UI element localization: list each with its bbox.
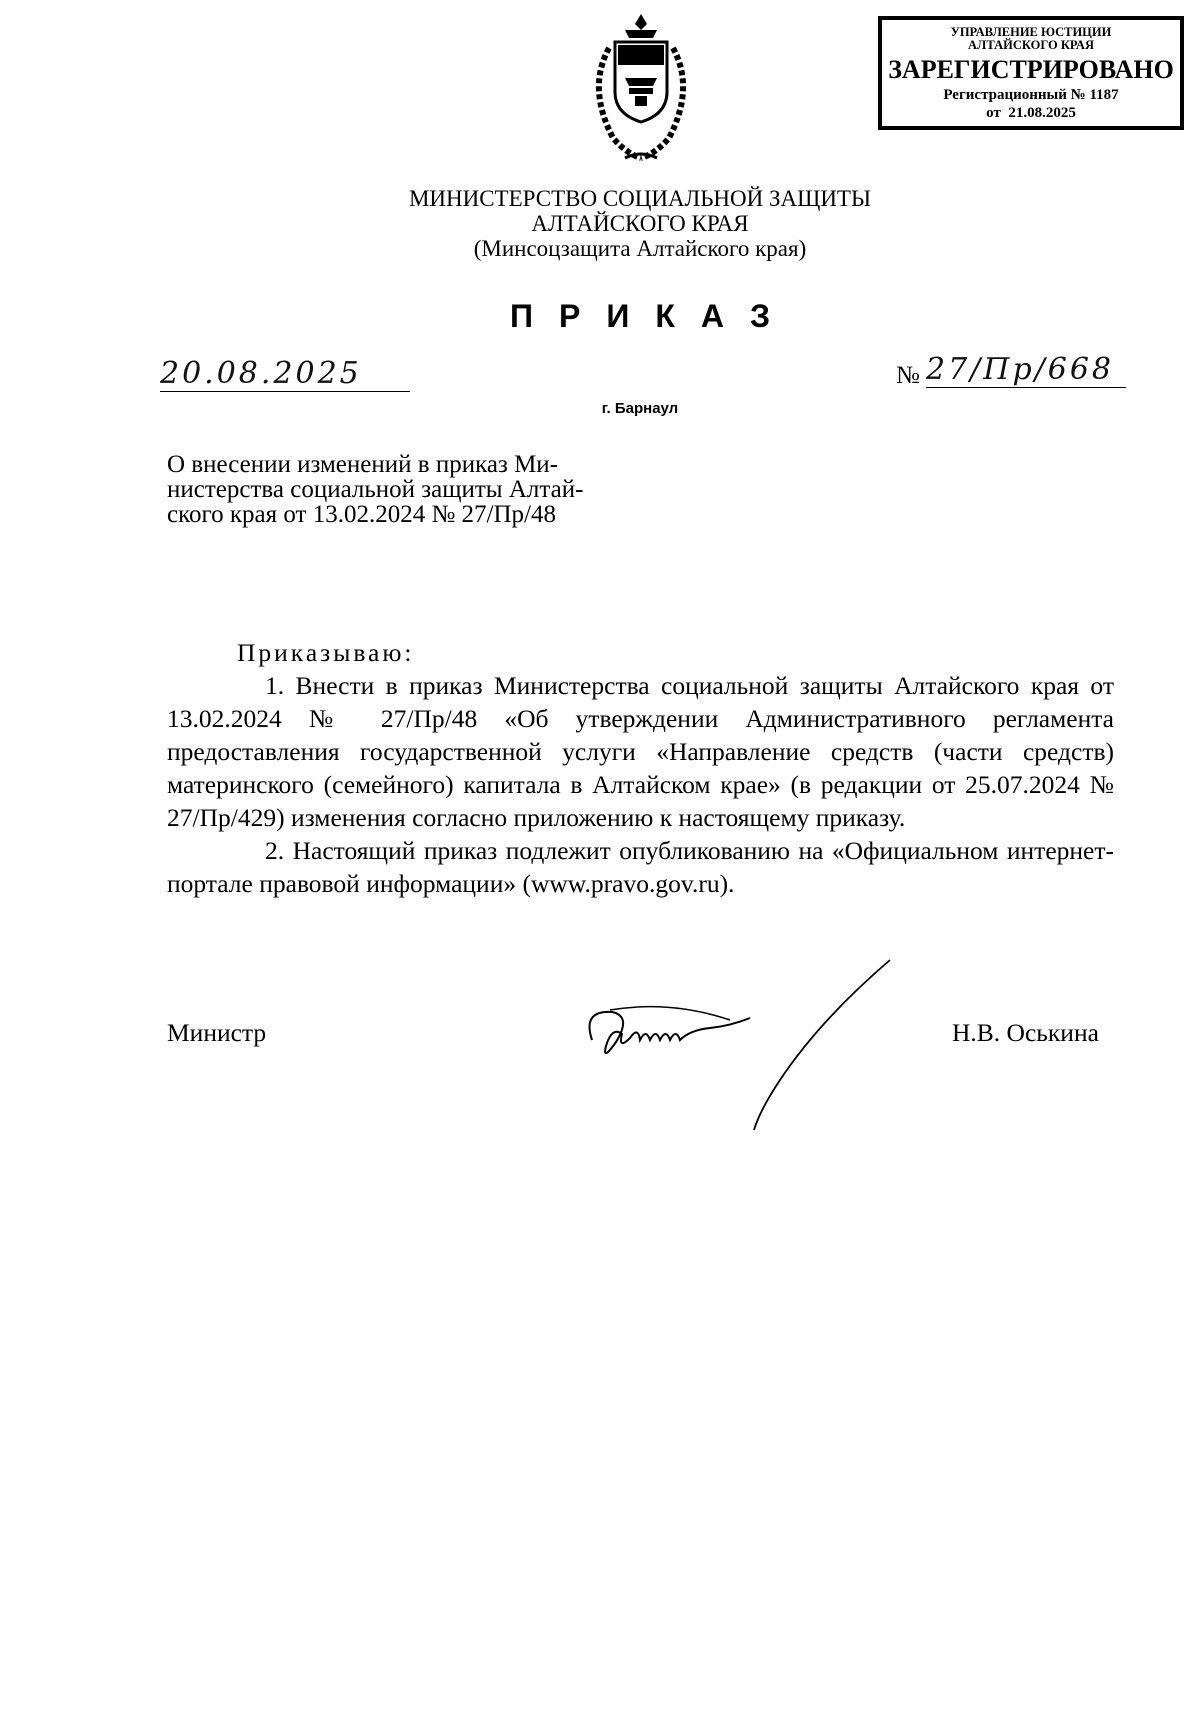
order-item-1: 1. Внести в приказ Министерства социальной защиты Алтайского края от 13.02.2024 № 27/Пр/48 «Об утверждении Административного регламента предоставления государственной услуги «Направление средств (части средств) материнского (семейного) капитала в Алтайском крае» (в редакции от 25.07.2024 № 27/Пр/429) изменения согласно приложению к настоящему приказу.: [167, 671, 1114, 832]
registration-stamp: [878, 16, 1184, 130]
document-date: 20.08.2025: [160, 356, 410, 392]
order-item-2: 2. Настоящий приказ подлежит опубликованию на «Официальном интернет-портале правовой информации» (www.pravo.gov.ru).: [167, 836, 1114, 898]
stamp-org-line2: АЛТАЙСКОГО КРАЯ: [968, 38, 1094, 52]
document-type-title: ПРИКАЗ: [509, 298, 797, 334]
subject-line: О внесении изменений в приказ Ми-: [167, 451, 559, 478]
stamp-org-line1: УПРАВЛЕНИЕ ЮСТИЦИИ: [950, 25, 1112, 39]
document-subject: [167, 452, 647, 527]
city: г. Барнаул: [601, 400, 679, 417]
subject-line: ского края от 13.02.2024 № 27/Пр/48: [167, 501, 556, 528]
document-number: 27/Пр/668: [926, 352, 1126, 388]
order-intro: Приказываю:: [237, 638, 415, 667]
handwritten-signature: [580, 950, 900, 1130]
stamp-reg-number: Регистрационный № 1187: [943, 87, 1119, 103]
ministry-name-line2: АЛТАЙСКОГО КРАЯ: [531, 211, 749, 236]
ministry-short-name: (Минсоцзащита Алтайского края): [473, 236, 807, 261]
signatory-position: Министр: [167, 1018, 267, 1047]
ministry-name-line1: МИНИСТЕРСТВО СОЦИАЛЬНОЙ ЗАЩИТЫ: [408, 186, 872, 211]
number-label: №: [896, 362, 920, 389]
subject-line: нистерства социальной защиты Алтай-: [167, 476, 584, 503]
coat-of-arms-icon: [585, 8, 697, 168]
stamp-status: ЗАРЕГИСТРИРОВАНО: [888, 55, 1174, 84]
signatory-name: Н.В. Оськина: [952, 1018, 1099, 1047]
document-body: [167, 636, 1114, 900]
stamp-reg-date: от 21.08.2025: [986, 105, 1076, 121]
